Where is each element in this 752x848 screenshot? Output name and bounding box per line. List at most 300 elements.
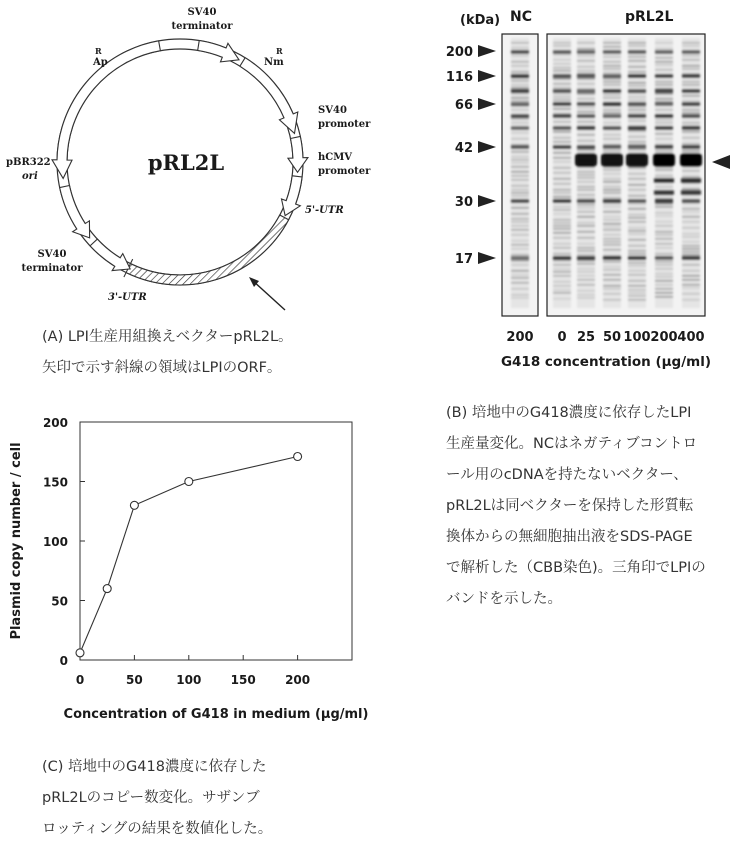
- gel-band: [628, 42, 646, 44]
- gel-band: [553, 247, 571, 249]
- gel-band: [655, 288, 673, 290]
- lane-conc: 200: [650, 330, 678, 345]
- marker-17-arrowhead: [478, 252, 496, 264]
- marker-42-label: 42: [454, 141, 473, 156]
- gel-band: [682, 42, 700, 44]
- gel-band: [628, 270, 646, 272]
- gel-band: [628, 256, 646, 260]
- gel-band: [577, 74, 595, 78]
- gel-band: [603, 226, 621, 228]
- gel-band: [603, 94, 621, 96]
- gel-band: [682, 199, 700, 203]
- gel-band: [628, 208, 646, 210]
- gel-band: [553, 183, 571, 185]
- chart-marks: [76, 453, 302, 657]
- gel-band: [553, 74, 571, 78]
- gel-band: [628, 126, 646, 130]
- marker-66-arrowhead: [478, 98, 496, 110]
- gel-xlabel: G418 concentration (µg/ml): [500, 354, 712, 370]
- gel-band: [511, 282, 529, 284]
- gel-band: [553, 237, 571, 239]
- gel-band: [628, 145, 646, 149]
- gel-band: [655, 69, 673, 71]
- gel-band: [553, 108, 571, 110]
- caption-b-line: 換体からの無細胞抽出液をSDS-PAGE: [446, 529, 693, 545]
- gel-band: [511, 132, 529, 134]
- gel-band: [511, 264, 529, 266]
- gel-band: [603, 199, 621, 203]
- gel-band: [655, 247, 673, 249]
- gel-band: [511, 175, 529, 177]
- gel-band: [577, 222, 595, 224]
- gel-band: [577, 268, 595, 270]
- gel-band: [603, 249, 621, 251]
- gel-band: [628, 74, 646, 78]
- gel-band: [511, 80, 529, 82]
- caption-b-line: バンドを示した。: [446, 591, 562, 607]
- gel-band: [553, 219, 571, 221]
- gel-band: [655, 243, 673, 245]
- gel-band: [655, 221, 673, 223]
- gel-band: [553, 152, 571, 154]
- marker-200: [446, 45, 496, 60]
- gel-band: [628, 85, 646, 87]
- gel-band: [511, 65, 529, 67]
- gel-band: [603, 256, 621, 260]
- gel-band: [682, 100, 700, 102]
- lpi-band: [653, 153, 675, 167]
- gel-band: [655, 50, 673, 54]
- lane-background: [655, 38, 673, 308]
- gel-band: [603, 261, 621, 263]
- gel-band: [553, 126, 571, 130]
- gel-band: [655, 253, 673, 255]
- gel-band: [655, 102, 673, 106]
- gel-band: [682, 131, 700, 133]
- gel-band: [655, 225, 673, 227]
- gel-band: [628, 289, 646, 291]
- caption-a-line: (A) LPI生産用組換えベクターpRL2L。: [42, 329, 293, 345]
- gel-band: [628, 136, 646, 138]
- gel-band: [553, 260, 571, 262]
- caption-b-line: (B) 培地中のG418濃度に依存したLPI: [446, 405, 692, 421]
- label-3utr: 3'-UTR: [108, 292, 147, 303]
- gel-band: [603, 274, 621, 276]
- gel-band: [553, 131, 571, 133]
- gel-band: [628, 227, 646, 229]
- gel-band: [682, 143, 700, 145]
- gel-band: [511, 229, 529, 231]
- gel-band: [628, 253, 646, 255]
- lpi-orf-hatched-arrow: [124, 215, 289, 285]
- gel-band: [577, 275, 595, 277]
- kda-label: (kDa): [460, 13, 501, 28]
- caption-a-line: 矢印で示す斜線の領域はLPIのORF。: [42, 360, 282, 376]
- gel-band: [655, 114, 673, 118]
- gel-band: [553, 67, 571, 69]
- gel-band: [682, 112, 700, 114]
- gel-band: [511, 189, 529, 191]
- gel-band: [655, 264, 673, 266]
- marker-116-arrowhead: [478, 70, 496, 82]
- gel-band: [577, 284, 595, 286]
- plasmid-map: [0, 0, 380, 320]
- gel-band: [682, 55, 700, 57]
- gel-band: [628, 112, 646, 114]
- gel-band: [577, 134, 595, 136]
- gel-band: [603, 266, 621, 268]
- caption-b: [446, 398, 706, 615]
- gel-band: [628, 45, 646, 47]
- gel-band: [682, 150, 700, 152]
- gel-band: [577, 102, 595, 106]
- gel-band: [603, 89, 621, 93]
- orf-pointer-arrow: [252, 280, 285, 310]
- gel-band: [628, 265, 646, 267]
- caption-c-line: pRL2Lのコピー数変化。サザンブ: [42, 790, 260, 806]
- gel-band: [603, 178, 621, 180]
- caption-c-line: (C) 培地中のG418濃度に依存した: [42, 759, 267, 775]
- gel-lane: [626, 38, 648, 308]
- marker-42-arrowhead: [478, 141, 496, 153]
- gel-band: [682, 65, 700, 67]
- gel-band: [682, 45, 700, 47]
- gel-band: [577, 294, 595, 296]
- gel-band: [603, 112, 621, 114]
- gel-band: [628, 245, 646, 247]
- gel-band: [655, 84, 673, 86]
- caption-b-line: ール用のcDNAを持たないベクター、: [446, 467, 688, 483]
- gel-band: [511, 240, 529, 242]
- gel-band: [603, 114, 621, 118]
- gel-band: [655, 268, 673, 270]
- gel-band: [603, 238, 621, 240]
- gel-band: [511, 218, 529, 220]
- gel-band: [577, 126, 595, 130]
- gel-band: [577, 256, 595, 260]
- gel-band: [577, 78, 595, 80]
- gel-band: [628, 203, 646, 205]
- gel-band: [603, 68, 621, 70]
- gel-band: [577, 247, 595, 249]
- gel-lane: [601, 38, 623, 308]
- gel-band: [511, 159, 529, 161]
- gel-band: [628, 189, 646, 191]
- gel-band: [577, 98, 595, 100]
- gel-band: [577, 260, 595, 262]
- gel-band: [577, 279, 595, 281]
- gel-band: [553, 199, 571, 203]
- gel-band: [655, 234, 673, 236]
- gel-band: [577, 271, 595, 273]
- gel-band: [603, 269, 621, 271]
- gel-band: [682, 227, 700, 229]
- gel-band: [603, 211, 621, 213]
- gel-band: [682, 81, 700, 83]
- gel-band: [655, 61, 673, 63]
- gel-band: [553, 145, 571, 149]
- data-point: [76, 649, 84, 657]
- gel-band: [577, 145, 595, 149]
- gel-band: [628, 292, 646, 294]
- gel-band: [553, 99, 571, 101]
- gel-band: [553, 222, 571, 224]
- lpi-band: [575, 153, 597, 167]
- gel-band: [655, 215, 673, 217]
- gel-band: [577, 111, 595, 113]
- gel-band: [682, 74, 700, 78]
- gel-band: [628, 199, 646, 203]
- gel-band: [553, 268, 571, 270]
- gel-band: [603, 126, 621, 130]
- gel-band: [511, 93, 529, 95]
- nc-lane-conc: 200: [506, 330, 534, 345]
- gel-band: [577, 66, 595, 68]
- gel-band: [628, 230, 646, 232]
- gel-band: [655, 126, 673, 130]
- gel-band: [628, 173, 646, 175]
- x-tick-label: 100: [176, 673, 202, 687]
- gel-band: [628, 106, 646, 108]
- marker-42: [455, 141, 496, 156]
- label-ampr: Ap: [93, 57, 108, 68]
- data-point: [185, 478, 193, 486]
- gel-band: [577, 60, 595, 62]
- gel-band: [655, 93, 673, 95]
- gel-lane: [680, 38, 702, 308]
- gel-band: [553, 178, 571, 180]
- gel-band: [511, 254, 529, 256]
- gel-band: [577, 174, 595, 176]
- gel-band: [603, 203, 621, 205]
- gel-band: [603, 229, 621, 231]
- gel-band: [655, 276, 673, 278]
- gel-band: [655, 186, 673, 188]
- gel-band: [511, 50, 529, 54]
- gel-band: [553, 228, 571, 230]
- gel-band: [511, 118, 529, 120]
- gel-band: [511, 71, 529, 73]
- gel-band: [682, 114, 700, 118]
- gel-band: [682, 109, 700, 111]
- gel-lane: [553, 38, 571, 308]
- copy-number-chart: [0, 400, 400, 730]
- gel-band: [577, 199, 595, 203]
- gel-band: [577, 140, 595, 142]
- gel-band: [628, 109, 646, 111]
- gel-band: [603, 46, 621, 48]
- marker-17-label: 17: [454, 252, 473, 267]
- gel-band: [511, 89, 529, 93]
- gel-band: [628, 274, 646, 276]
- gel-band: [682, 293, 700, 295]
- gel-band: [511, 270, 529, 272]
- chart-xlabel: Concentration of G418 in medium (µg/ml): [63, 707, 369, 722]
- gel-band: [577, 297, 595, 299]
- marker-66-label: 66: [454, 98, 473, 113]
- gel-band: [577, 250, 595, 252]
- gel-band: [577, 211, 595, 213]
- gel-band: [682, 170, 700, 172]
- gel-band: [603, 74, 621, 78]
- gel-band: [553, 172, 571, 174]
- gel-band: [682, 248, 700, 250]
- gel-band: [577, 189, 595, 191]
- gel-band: [553, 275, 571, 277]
- gel-lane: [511, 38, 529, 308]
- x-tick-label: 200: [285, 673, 311, 687]
- gel-band: [577, 121, 595, 123]
- gel-band: [603, 186, 621, 188]
- y-tick-label: 200: [42, 416, 68, 430]
- gel-band: [628, 262, 646, 264]
- sv40-terminator-left-arrow: [90, 239, 130, 270]
- gel-band: [511, 151, 529, 153]
- gel-band: [553, 298, 571, 300]
- gel-band: [511, 179, 529, 181]
- gel-band: [553, 167, 571, 169]
- lpi-band: [680, 153, 702, 167]
- caption-c-line: ロッティングの結果を数値化した。: [42, 821, 273, 837]
- chart-ylabel: Plasmid copy number / cell: [9, 442, 24, 640]
- gel-band: [682, 188, 700, 190]
- gel-band: [553, 256, 571, 260]
- gel-band: [577, 89, 595, 93]
- plasmid-name: pRL2L: [147, 150, 225, 175]
- marker-200-label: 200: [445, 45, 473, 60]
- x-tick-label: 50: [126, 673, 143, 687]
- gel-band: [511, 192, 529, 194]
- gel-band: [655, 296, 673, 298]
- gel-band: [655, 42, 673, 44]
- gel-band: [577, 107, 595, 109]
- gel-band: [553, 281, 571, 283]
- gel-band: [682, 275, 700, 277]
- gel-band: [577, 207, 595, 209]
- label-nmr: Nm: [264, 57, 284, 68]
- label-ori: ori: [22, 171, 38, 182]
- gel-band: [577, 197, 595, 199]
- gel-band: [628, 96, 646, 98]
- gel-band: [682, 59, 700, 61]
- marker-66: [455, 98, 496, 113]
- gel-band: [577, 243, 595, 245]
- gel-band: [511, 156, 529, 158]
- caption-c: [42, 752, 272, 845]
- gel-band: [682, 50, 700, 54]
- gel-band: [511, 126, 529, 130]
- gel-band: [682, 221, 700, 223]
- gel-band: [603, 244, 621, 246]
- gel-band: [628, 221, 646, 223]
- gel-band: [655, 199, 673, 203]
- gel-band: [655, 238, 673, 240]
- gel-band: [511, 244, 529, 246]
- gel-band: [682, 68, 700, 70]
- gel-lane: [653, 38, 675, 308]
- prl2l-label: pRL2L: [625, 9, 674, 25]
- sv40-promoter-arrow: [288, 136, 308, 172]
- gel-band: [603, 138, 621, 140]
- gel-band: [553, 232, 571, 234]
- gel-band: [553, 70, 571, 72]
- gel-band: [628, 60, 646, 62]
- gel-band: [553, 192, 571, 194]
- gel-band: [628, 102, 646, 106]
- gel-band: [511, 213, 529, 215]
- marker-30-label: 30: [454, 195, 473, 210]
- label-sv40-promoter-1: SV40: [318, 105, 347, 116]
- label-hcmv-promoter-2: promoter: [318, 166, 371, 177]
- gel-band: [682, 245, 700, 247]
- gel-band: [603, 223, 621, 225]
- label-sv40-terminator-left-1: SV40: [37, 249, 67, 260]
- gel-band: [655, 57, 673, 59]
- pbr322-ori-arrow: [60, 185, 90, 237]
- gel-band: [682, 216, 700, 218]
- gel-band: [511, 114, 529, 118]
- gel-band: [603, 56, 621, 58]
- label-sv40-terminator-left-2: terminator: [21, 263, 83, 274]
- gel-band: [655, 74, 673, 78]
- gel-band: [655, 64, 673, 66]
- gel-band: [628, 167, 646, 169]
- lpi-band: [601, 153, 623, 167]
- gel-band: [577, 48, 595, 50]
- gel-band: [603, 97, 621, 99]
- gel-band: [655, 48, 673, 50]
- gel-band: [682, 89, 700, 93]
- gel-band: [628, 66, 646, 68]
- gel-band: [628, 280, 646, 282]
- caption-b-line: pRL2Lは同ベクターを保持した形質転: [446, 498, 694, 514]
- gel-band: [553, 225, 571, 227]
- gel-band: [511, 274, 529, 276]
- data-point: [103, 585, 111, 593]
- gel-band: [682, 256, 700, 260]
- gel-band: [603, 109, 621, 111]
- gel-band: [603, 169, 621, 171]
- gel-band: [511, 288, 529, 290]
- y-tick-label: 0: [59, 654, 68, 668]
- gel-band: [655, 256, 673, 260]
- caption-b-line: 生産量変化。NCはネガティブコントロ: [446, 436, 698, 452]
- gel-band: [553, 102, 571, 106]
- gel-band: [655, 203, 673, 205]
- gel-band: [553, 289, 571, 291]
- lane-background: [682, 38, 700, 308]
- lane-conc: 0: [557, 330, 567, 345]
- gel-band: [681, 178, 701, 183]
- gel-band: [553, 264, 571, 266]
- gel-band: [681, 190, 701, 195]
- gel-band: [577, 171, 595, 173]
- gel-band: [655, 206, 673, 208]
- gel-band: [603, 145, 621, 149]
- gel-band: [603, 181, 621, 183]
- gel-band: [628, 250, 646, 252]
- gel-band: [511, 225, 529, 227]
- gel-band: [655, 109, 673, 111]
- gel-band: [603, 173, 621, 175]
- gel-band: [511, 42, 529, 44]
- gel-band: [682, 251, 700, 253]
- gel-band: [603, 216, 621, 218]
- gel-band: [511, 207, 529, 209]
- gel-band: [655, 122, 673, 124]
- gel-band: [628, 195, 646, 197]
- gel-band: [577, 263, 595, 265]
